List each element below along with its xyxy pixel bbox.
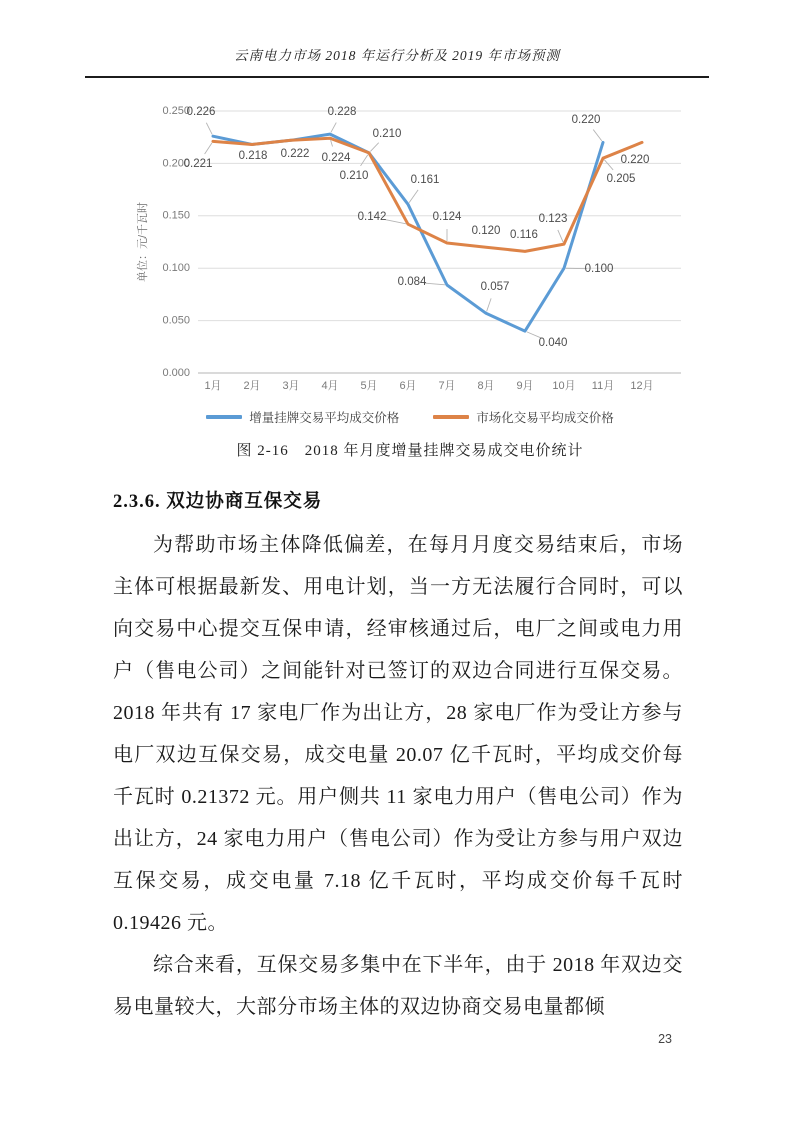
- data-label: 0.120: [471, 225, 501, 238]
- data-label: 0.040: [538, 337, 568, 350]
- data-label: 0.220: [620, 154, 650, 167]
- legend-label: 市场化交易平均成交价格: [476, 411, 614, 425]
- label-leader-line: [593, 130, 602, 141]
- data-label: 0.161: [410, 174, 440, 187]
- label-leader-line: [331, 123, 336, 133]
- x-tick-label: 7月: [438, 380, 456, 392]
- x-tick-label: 5月: [360, 380, 378, 392]
- data-label: 0.100: [584, 263, 614, 276]
- legend-line-chip: [433, 415, 469, 419]
- data-label: 0.226: [186, 106, 216, 119]
- y-tick-label: 0.150: [162, 209, 190, 222]
- x-tick-label: 12月: [630, 380, 654, 392]
- figure-caption: 图 2-16 2018 年月度增量挂牌交易成交电价统计: [236, 443, 584, 459]
- data-label: 0.228: [327, 106, 357, 119]
- label-leader-line: [370, 143, 378, 152]
- label-leader-line: [205, 143, 212, 154]
- y-tick-label: 0.000: [162, 366, 190, 379]
- data-label: 0.205: [606, 173, 636, 186]
- y-tick-label: 0.200: [162, 157, 190, 170]
- data-label: 0.222: [280, 148, 310, 161]
- data-label: 0.142: [357, 211, 387, 224]
- label-leader-line: [487, 298, 491, 311]
- chart-legend: [128, 408, 692, 426]
- x-tick-label: 4月: [321, 380, 339, 392]
- data-label: 0.220: [571, 114, 601, 127]
- data-label: 0.221: [183, 158, 213, 171]
- legend-item: [433, 408, 614, 426]
- y-tick-label: 0.050: [162, 314, 190, 327]
- label-leader-line: [424, 283, 445, 285]
- running-header: 云南电力市场 2018 年运行分析及 2019 年市场预测: [234, 48, 560, 63]
- body-text: [113, 524, 683, 1028]
- label-leader-line: [331, 140, 333, 146]
- legend-line-chip: [206, 415, 242, 419]
- data-label: 0.116: [510, 229, 538, 242]
- x-tick-label: 2月: [243, 380, 261, 392]
- data-label: 0.218: [238, 150, 268, 163]
- paragraph-1: 为帮助市场主体降低偏差，在每月月度交易结束后，市场主体可根据最新发、用电计划，当一方无法履行合同时，可以向交易中心提交互保申请，经审核通过后，电厂之间或电力用户（售电公司）之间能针对已签订的双边合同进行互保交易。2018 年共有 17 家电厂作为出让方，28 家电厂作为受让方参与电厂双边互保交易，成交电量 20.07 亿千瓦时，平均成交价每千瓦时 0.21372 元。用户侧共 11 家电力用户（售电公司）作为出让方，24 家电力用户（售电公司）作为受让方参与用户双边互保交易，成交电量 7.18 亿千瓦时，平均成交价每千瓦时 0.19426 元。: [113, 534, 683, 934]
- label-leader-line: [558, 230, 563, 242]
- legend-label: 增量挂牌交易平均成交价格: [249, 411, 400, 425]
- paragraph-2: 综合来看，互保交易多集中在下半年，由于 2018 年双边交易电量较大，大部分市场主体的双边协商交易电量都倾: [113, 954, 683, 1018]
- data-label: 0.084: [397, 276, 427, 289]
- y-tick-label: 0.100: [162, 262, 190, 275]
- price-line-chart: [128, 96, 692, 396]
- x-tick-label: 8月: [477, 380, 495, 392]
- x-tick-label: 1月: [204, 380, 222, 392]
- x-tick-label: 9月: [516, 380, 534, 392]
- data-label: 0.124: [432, 211, 462, 224]
- label-leader-line: [361, 155, 368, 166]
- x-tick-label: 11月: [591, 380, 615, 392]
- label-leader-line: [384, 219, 406, 223]
- section-heading: 2.3.6. 双边协商互保交易: [113, 492, 323, 512]
- label-leader-line: [604, 160, 613, 170]
- data-label: 0.123: [538, 213, 568, 226]
- data-label: 0.057: [480, 281, 510, 294]
- label-leader-line: [206, 123, 212, 135]
- label-leader-line: [409, 190, 418, 203]
- data-label: 0.210: [339, 170, 369, 183]
- page-number: 23: [658, 1032, 672, 1046]
- x-tick-label: 6月: [399, 380, 417, 392]
- data-label: 0.224: [321, 152, 351, 165]
- y-tick-label: 0.250: [162, 104, 190, 117]
- x-tick-label: 10月: [552, 380, 576, 392]
- header-rule: [85, 76, 709, 78]
- x-tick-label: 3月: [282, 380, 300, 392]
- y-axis-title: 单位：元/千瓦时: [137, 201, 149, 283]
- figure-2-16: [128, 96, 692, 460]
- data-label: 0.210: [372, 128, 402, 141]
- series-line-1: [213, 138, 642, 251]
- legend-item: [206, 408, 399, 426]
